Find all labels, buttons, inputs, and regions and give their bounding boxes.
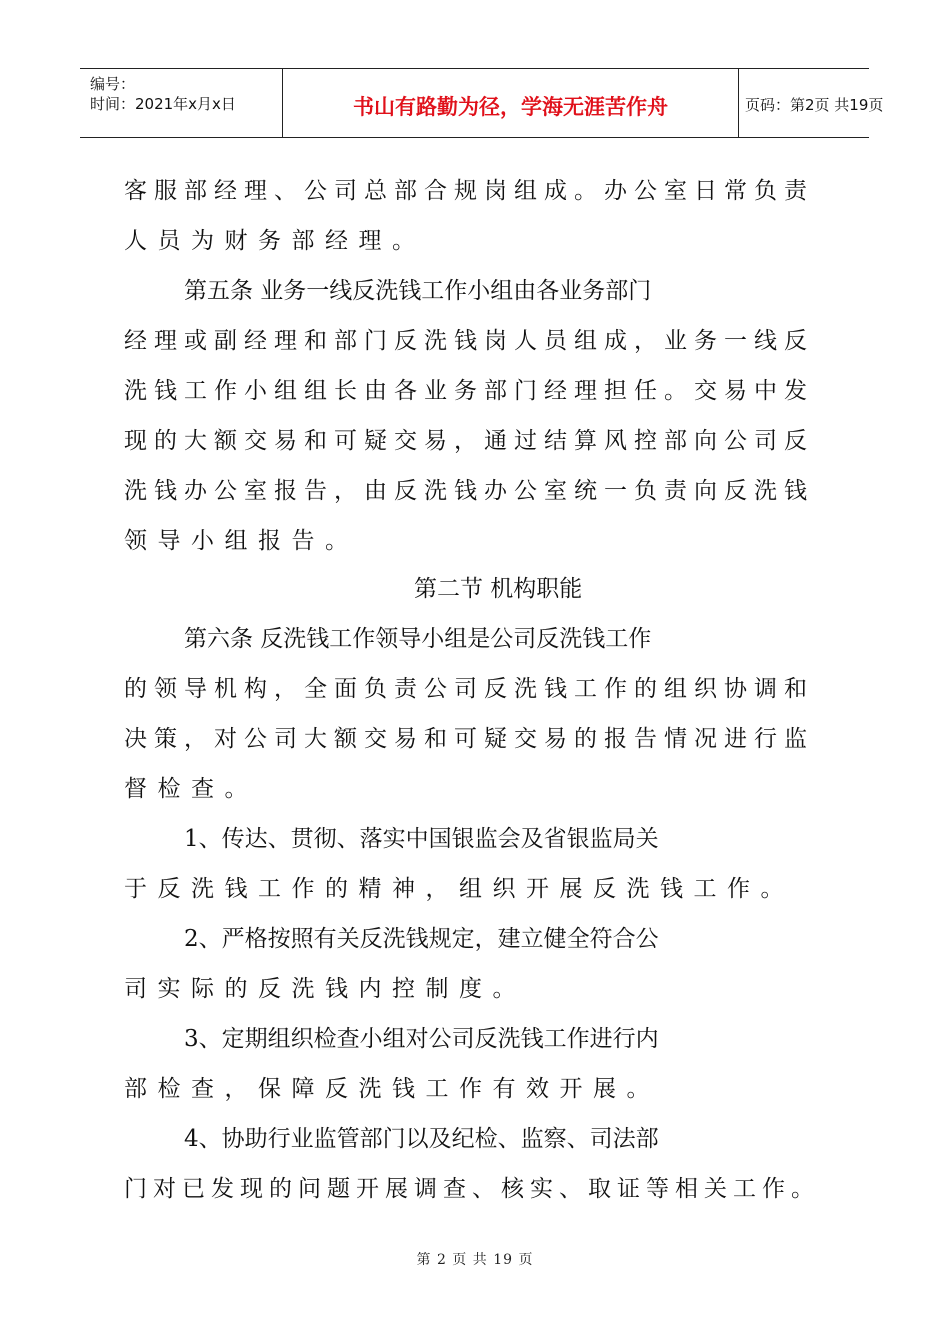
- body-line: 人员为财务部经理。: [124, 228, 426, 254]
- page-footer: 第 2 页 共 19 页: [416, 1252, 534, 1268]
- body-line: 门对已发现的问题开展调查、核实、取证等相关工作。: [124, 1176, 820, 1202]
- list-item-2: 2、严格按照有关反洗钱规定，建立健全符合公: [184, 926, 659, 952]
- body-line: 的领导机构，全面负责公司反洗钱工作的组织协调和: [124, 676, 814, 702]
- document-time-label: 时间：2021年x月x日: [90, 95, 236, 113]
- body-line: 督检查。: [124, 776, 258, 802]
- body-line: 洗钱工作小组组长由各业务部门经理担任。交易中发: [124, 378, 814, 404]
- header-page-cell: [739, 69, 884, 137]
- body-line: 洗钱办公室报告，由反洗钱办公室统一负责向反洗钱: [124, 478, 814, 504]
- header-meta: [80, 69, 282, 137]
- body-line: 现的大额交易和可疑交易，通过结算风控部向公司反: [124, 428, 814, 454]
- page-header: [80, 68, 884, 138]
- body-line: 经理或副经理和部门反洗钱岗人员组成，业务一线反: [124, 328, 814, 354]
- list-item-1: 1、传达、贯彻、落实中国银监会及省银监局关: [184, 826, 659, 852]
- section-heading: 第二节 机构职能: [414, 576, 583, 602]
- list-item-4: 4、协助行业监管部门以及纪检、监察、司法部: [184, 1126, 659, 1152]
- body-line: 部检查，保障反洗钱工作有效开展。: [124, 1076, 660, 1102]
- body-line: 领导小组报告。: [124, 528, 359, 554]
- header-motto: 书山有路勤为径，学海无涯苦作舟: [353, 95, 668, 119]
- body-line: 决策，对公司大额交易和可疑交易的报告情况进行监: [124, 726, 814, 752]
- header-page-info: 页码：第2页 共19页: [745, 96, 884, 114]
- header-motto-cell: [282, 69, 739, 137]
- document-number-label: 编号：: [90, 75, 136, 93]
- body-line: 于反洗钱工作的精神，组织开展反洗钱工作。: [124, 876, 794, 902]
- body-line: 客服部经理、公司总部合规岗组成。办公室日常负责: [124, 178, 814, 204]
- article-6-line: 第六条 反洗钱工作领导小组是公司反洗钱工作: [184, 626, 652, 652]
- list-item-3: 3、定期组织检查小组对公司反洗钱工作进行内: [184, 1026, 659, 1052]
- article-5-line: 第五条 业务一线反洗钱工作小组由各业务部门: [184, 278, 652, 304]
- body-line: 司实际的反洗钱内控制度。: [124, 976, 526, 1002]
